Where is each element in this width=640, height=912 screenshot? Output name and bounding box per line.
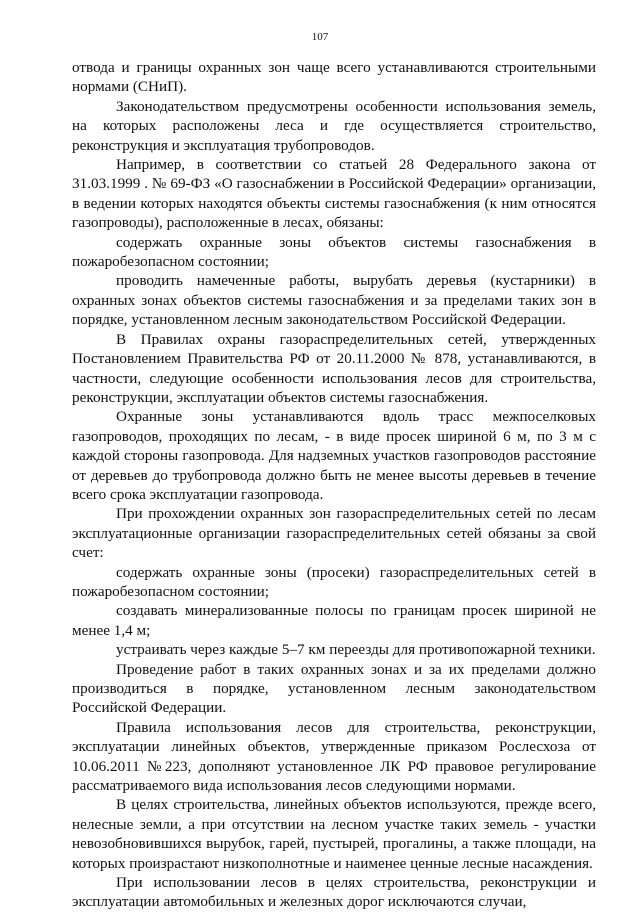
- paragraph-7: При прохождении охранных зон газораспределительных сетей по лесам эксплуатационные организации газораспределительных сетей обязаны за свой счет:: [72, 505, 596, 562]
- paragraph-6: Охранные зоны устанавливаются вдоль трасс межпоселковых газопроводов, проходящих по лесам, - в виде просек шириной 6 м, по 3 м с каждой стороны газопровода. Для надземных участков газопроводов расстояние от деревьев до трубопровода должно быть не менее высоты деревьев в течение всего срока эксплуатации газопровода.: [72, 408, 596, 503]
- paragraph-0: отвода и границы охранных зон чаще всего устанавливаются строительными нормами (СНиП).: [72, 59, 596, 96]
- paragraph-1: Законодательством предусмотрены особенности использования земель, на которых расположены леса и где осуществляется строительство, реконструкция и эксплуатация трубопроводов.: [72, 97, 596, 154]
- paragraph-13: В целях строительства, линейных объектов используются, прежде всего, нелесные земли, а при отсутствии на лесном участке таких земель - участки невозобновившихся вырубок, гарей, пустырей, прогалины, а также площади, на которых произрастают низкополнотные и наименее ценные лесные насаждения.: [72, 796, 596, 872]
- paragraph-5: В Правилах охраны газораспределительных сетей, утвержденных Постановлением Правительства РФ от 20.11.2000 № 878, устанавливаются, в частности, следующие особенности использования лесов для строительства, реконструкции, эксплуатации объектов системы газоснабжения.: [72, 330, 596, 406]
- list-item-maintain-zones: содержать охранные зоны объектов системы газоснабжения в пожаробезопасном состоянии;: [72, 233, 596, 271]
- list-item-mineralized-strips: создавать минерализованные полосы по границам просек шириной не менее 1,4 м;: [72, 602, 596, 639]
- paragraph-14: При использовании лесов в целях строительства, реконструкции и эксплуатации автомобильных и железных дорог исключаются случаи,: [72, 874, 596, 911]
- paragraph-12: Правила использования лесов для строительства, реконструкции, эксплуатации линейных объектов, утвержденные приказом Рослесхоза от 10.06.2011 №223, дополняют установленное ЛК РФ правовое регулирование рассматриваемого вида использования лесов следующими нормами.: [72, 718, 596, 795]
- list-item-conduct-works: проводить намеченные работы, вырубать деревья (кустарники) в охранных зонах объектов системы газоснабжения и за пределами таких зон в порядке, установленном лесным законодательством Российской Федерации.: [72, 272, 596, 329]
- list-item-crossings: устраивать через каждые 5–7 км переезды для противопожарной техники.: [116, 641, 596, 659]
- document-body: [72, 58, 596, 912]
- paragraph-2: Например, в соответствии со статьей 28 Федерального закона от 31.03.1999 . № 69-ФЗ «О газоснабжении в Российской Федерации» организации, в ведении которых находятся объекты системы газоснабжения (к ним относятся газопроводы), расположенные в лесах, обязаны:: [72, 156, 596, 232]
- list-item-maintain-clearings: содержать охранные зоны (просеки) газораспределительных сетей в пожаробезопасном состоянии;: [72, 563, 596, 600]
- page-number: 107: [311, 31, 329, 43]
- paragraph-11: Проведение работ в таких охранных зонах и за их пределами должно производиться в порядке, установленном лесным законодательством Российской Федерации.: [72, 660, 596, 717]
